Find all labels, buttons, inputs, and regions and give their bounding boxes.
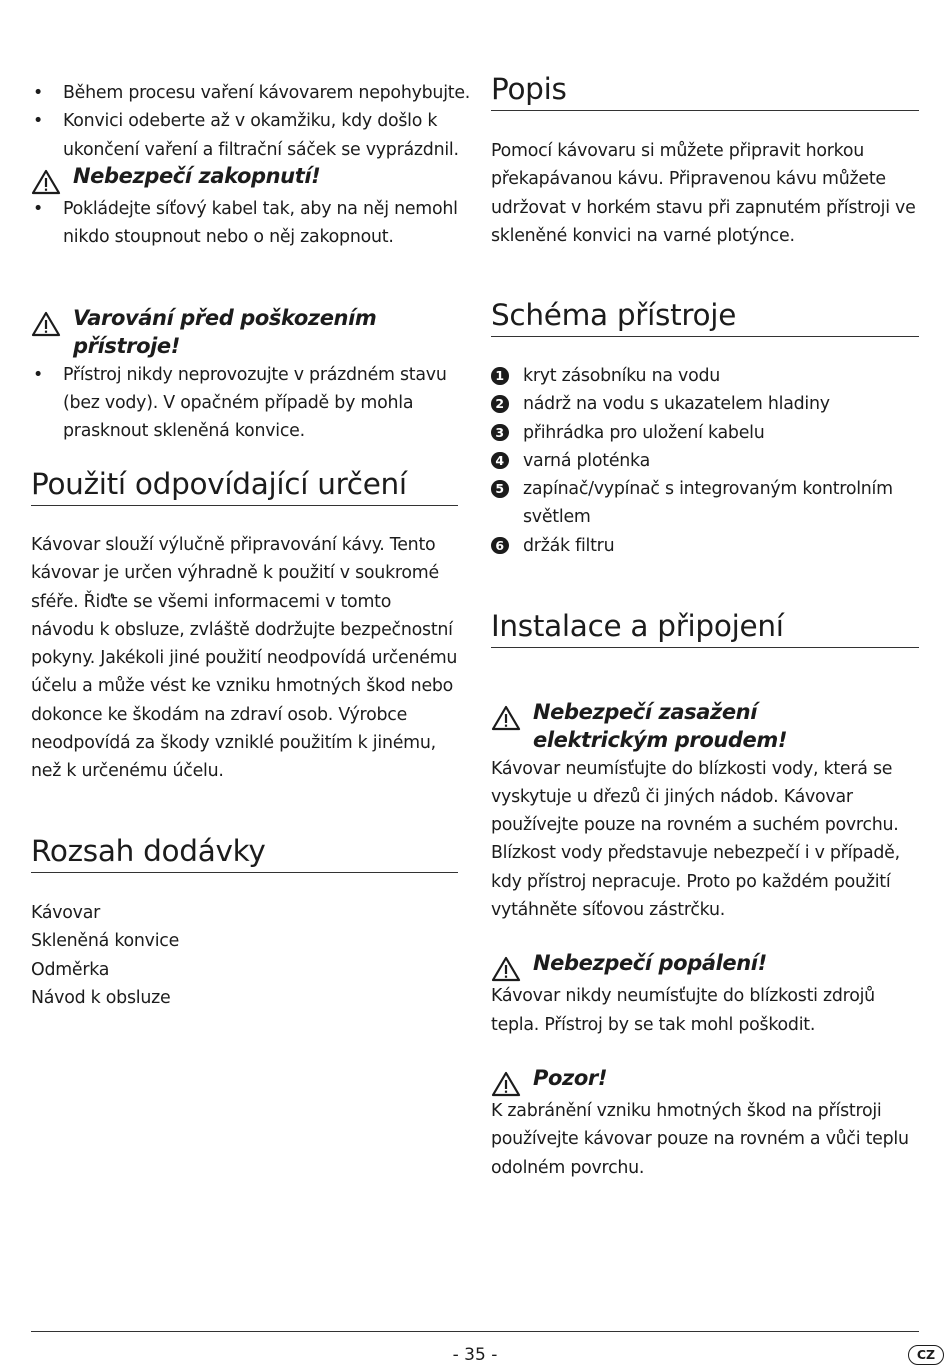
list-item bbox=[491, 447, 919, 475]
warning-trip bbox=[31, 162, 458, 252]
list-item-text: kryt zásobníku na vodu bbox=[523, 366, 721, 386]
top-bullet-list bbox=[31, 79, 471, 164]
warning-title: Nebezpečí zasažení elektrickým proudem! bbox=[533, 700, 788, 753]
section-heading: Schéma přístroje bbox=[491, 294, 919, 337]
list-item: • Během procesu vaření kávovarem nepohybujte. bbox=[32, 83, 471, 103]
number-badge: 1 bbox=[491, 367, 509, 385]
warning-text: Kávovar neumísťujte do blízkosti vody, která se vyskytuje u dřezů či jiných nádob. Kávovar používejte pouze na rovném a suchém povrchu. Blízkost vody představuje nebezpečí i v případě, kdy přístroj nepracuje. Proto po každém použití vytáhněte síťovou zástrčku. bbox=[491, 758, 900, 921]
warning-triangle-icon bbox=[491, 956, 521, 982]
warning-triangle-icon bbox=[491, 1071, 521, 1097]
list-item-text: Během procesu vaření kávovarem nepohybujte. bbox=[63, 83, 471, 103]
warning-title: Nebezpečí zakopnutí! bbox=[73, 164, 321, 188]
list-item-text: zapínač/vypínač s integrovaným kontrolním světlem bbox=[523, 479, 893, 528]
warning-triangle-icon bbox=[491, 705, 521, 731]
section-heading: Použití odpovídající určení bbox=[31, 463, 458, 506]
warning-title: Varování před poškozením přístroje! bbox=[73, 306, 377, 359]
list-item bbox=[491, 390, 919, 418]
warning-text: K zabránění vzniku hmotných škod na přístroji používejte kávovar pouze na rovném a vůči teplu odolném povrchu. bbox=[491, 1100, 909, 1178]
page-number: - 35 - bbox=[452, 1345, 498, 1365]
list-item-text: Konvici odeberte až v okamžiku, kdy došlo k ukončení vaření a filtrační sáček se vyprázdnil. bbox=[63, 111, 459, 160]
list-item-text: varná ploténka bbox=[523, 450, 650, 471]
warning-title: Pozor! bbox=[533, 1065, 608, 1090]
list-item: Návod k obsluze bbox=[31, 987, 171, 1008]
number-badge: 5 bbox=[491, 480, 509, 498]
warning-text: Kávovar nikdy neumísťujte do blízkosti zdrojů tepla. Přístroj by se tak mohl poškodit. bbox=[491, 986, 875, 1035]
warning-electric bbox=[491, 698, 919, 924]
schema-list bbox=[491, 362, 919, 560]
list-item: Skleněná konvice bbox=[31, 931, 180, 952]
section-schema bbox=[491, 294, 919, 560]
section-heading: Popis bbox=[491, 68, 919, 111]
section-delivery bbox=[31, 830, 458, 1012]
section-heading: Rozsah dodávky bbox=[31, 830, 458, 873]
warning-title: Nebezpečí popálení! bbox=[533, 951, 767, 976]
warning-caution bbox=[491, 1064, 919, 1182]
list-item bbox=[491, 362, 919, 390]
list-item-text: přihrádka pro uložení kabelu bbox=[523, 422, 765, 443]
list-item: Odměrka bbox=[31, 959, 110, 980]
section-intended-use bbox=[31, 463, 458, 786]
list-item-text: držák filtru bbox=[523, 535, 615, 556]
list-item bbox=[491, 419, 919, 447]
list-item bbox=[491, 532, 919, 560]
number-badge: 2 bbox=[491, 395, 509, 413]
list-item bbox=[491, 475, 919, 532]
list-item: • Konvici odeberte až v okamžiku, kdy došlo k ukončení vaření a filtrační sáček se vyprázdnil. bbox=[32, 111, 459, 160]
section-text: Pomocí kávovaru si můžete připravit horkou překapávanou kávu. Připravenou kávu můžete udržovat v horkém stavu při zapnutém přístroji ve skleněné konvici na varné plotýnce. bbox=[491, 141, 916, 246]
delivery-list bbox=[31, 899, 458, 1012]
number-badge: 6 bbox=[491, 537, 509, 555]
section-installation bbox=[491, 605, 919, 1182]
warning-triangle-icon bbox=[31, 311, 61, 337]
warning-burn bbox=[491, 949, 919, 1039]
list-item-text: nádrž na vodu s ukazatelem hladiny bbox=[523, 394, 830, 415]
footer-divider bbox=[31, 1331, 919, 1332]
list-item: Kávovar bbox=[31, 903, 101, 923]
number-badge: 4 bbox=[491, 452, 509, 470]
language-badge: CZ bbox=[908, 1345, 944, 1365]
section-text: Kávovar slouží výlučně připravování kávy. Tento kávovar je určen výhradně k použití v soukromé sféře. Řiďte se všemi informacemi v tomto návodu k obsluze, zvláště dodržujte bezpečnostní pokyny. Jakékoli jiné použití neodpovídá určenému účelu a může vést ke vzniku hmotných škod nebo dokonce ke škodám na zdraví osob. Výrobce neodpovídá za škody vzniklé použitím k jinému, než k určenému účelu. bbox=[31, 535, 458, 782]
warning-damage bbox=[31, 304, 458, 445]
section-description bbox=[491, 68, 919, 250]
list-item: • Přístroj nikdy neprovozujte v prázdném stavu (bez vody). V opačném případě by mohla prasknout skleněná konvice. bbox=[32, 364, 447, 442]
list-item-text: Pokládejte síťový kabel tak, aby na něj nemohl nikdo stoupnout nebo o něj zakopnout. bbox=[63, 199, 458, 248]
list-item: • Pokládejte síťový kabel tak, aby na něj nemohl nikdo stoupnout nebo o něj zakopnout. bbox=[32, 199, 458, 248]
warning-triangle-icon bbox=[31, 169, 61, 195]
list-item-text: Přístroj nikdy neprovozujte v prázdném stavu (bez vody). V opačném případě by mohla prasknout skleněná konvice. bbox=[63, 364, 447, 442]
number-badge: 3 bbox=[491, 424, 509, 442]
section-heading: Instalace a připojení bbox=[491, 605, 919, 648]
